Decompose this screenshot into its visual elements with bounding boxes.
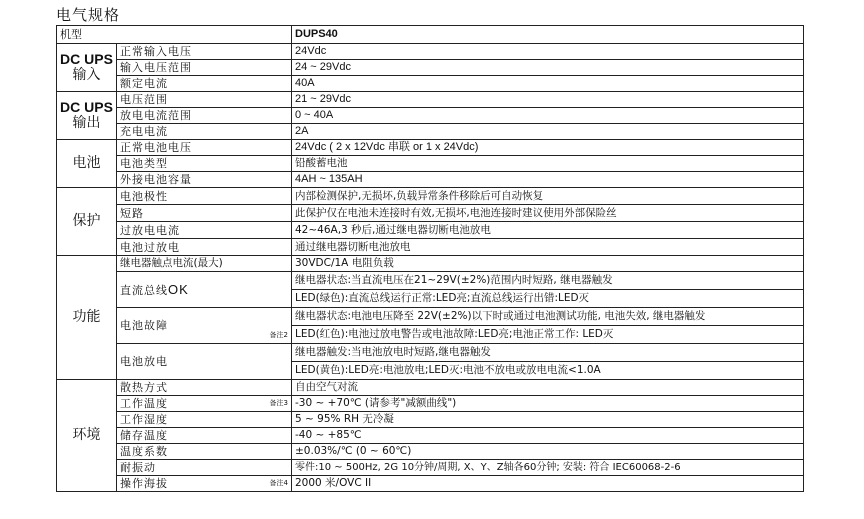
- row-label: 电池极性: [117, 188, 292, 205]
- table-row: [57, 256, 804, 272]
- footnote-ref: 备注2: [269, 331, 288, 339]
- model-value: DUPS40: [292, 26, 804, 44]
- table-row: [57, 344, 804, 362]
- section-function: 功能: [57, 256, 117, 380]
- row-label: 工作湿度: [117, 412, 292, 428]
- row-value: 30VDC/1A 电阻负载: [292, 256, 804, 272]
- row-value: -40 ~ +85℃: [292, 428, 804, 444]
- row-label: 工作温度 备注3: [117, 396, 292, 412]
- table-row: [57, 412, 804, 428]
- row-value: 此保护仅在电池未连接时有效,无损坏,电池连接时建议使用外部保险丝: [292, 205, 804, 222]
- row-label: 温度系数: [117, 444, 292, 460]
- table-row: [57, 188, 804, 205]
- table-row: [57, 156, 804, 172]
- footnote-ref: 备注4: [269, 479, 288, 487]
- row-label: 短路: [117, 205, 292, 222]
- row-value: 24Vdc ( 2 x 12Vdc 串联 or 1 x 24Vdc): [292, 140, 804, 156]
- row-label: 放电电流范围: [117, 108, 292, 124]
- table-row: [57, 172, 804, 188]
- row-value: 铅酸蓄电池: [292, 156, 804, 172]
- table-row: [57, 76, 804, 92]
- footnote-ref: 备注3: [269, 399, 288, 407]
- table-row: [57, 92, 804, 108]
- table-row: [57, 380, 804, 396]
- row-label: 耐振动: [117, 460, 292, 476]
- row-label: 电池过放电: [117, 239, 292, 256]
- row-value: LED(红色):电池过放电警告或电池故障:LED亮;电池正常工作: LED灭: [292, 326, 804, 344]
- table-row: [57, 124, 804, 140]
- row-value: 0 ~ 40A: [292, 108, 804, 124]
- table-row: [57, 222, 804, 239]
- row-value: 21 ~ 29Vdc: [292, 92, 804, 108]
- row-value: -30 ~ +70℃ (请参考"减额曲线"): [292, 396, 804, 412]
- row-value: 继电器触发:当电池放电时短路,继电器触发: [292, 344, 804, 362]
- table-row: [57, 444, 804, 460]
- spec-table: [56, 25, 804, 492]
- row-value: 4AH ~ 135AH: [292, 172, 804, 188]
- row-label: 过放电电流: [117, 222, 292, 239]
- table-row: [57, 308, 804, 326]
- row-value: ±0.03%/℃ (0 ~ 60℃): [292, 444, 804, 460]
- section-dc-input: DC UPS 输入: [57, 44, 117, 92]
- row-label-dc-bus: 直流总线OK: [117, 272, 292, 308]
- section-battery: 电池: [57, 140, 117, 188]
- page-title: 电气规格: [56, 6, 121, 24]
- row-value: 24 ~ 29Vdc: [292, 60, 804, 76]
- row-label: 电压范围: [117, 92, 292, 108]
- table-row: [57, 460, 804, 476]
- row-label: 外接电池容量: [117, 172, 292, 188]
- table-row: [57, 205, 804, 222]
- section-protection: 保护: [57, 188, 117, 256]
- row-label-battery-fault: 电池故障 备注2: [117, 308, 292, 344]
- row-label: 继电器触点电流(最大): [117, 256, 292, 272]
- row-label: 充电电流: [117, 124, 292, 140]
- row-label: 操作海拔 备注4: [117, 476, 292, 492]
- row-value: 24Vdc: [292, 44, 804, 60]
- row-label: 额定电流: [117, 76, 292, 92]
- table-row: [57, 239, 804, 256]
- row-value: 继电器状态:当直流电压在21~29V(±2%)范围内时短路, 继电器触发: [292, 272, 804, 290]
- table-row: [57, 60, 804, 76]
- table-row: [57, 44, 804, 60]
- row-label: 输入电压范围: [117, 60, 292, 76]
- table-row: [57, 26, 804, 44]
- section-environment: 环境: [57, 380, 117, 492]
- row-value: 自由空气对流: [292, 380, 804, 396]
- row-value: 2000 米/OVC II: [292, 476, 804, 492]
- table-row: [57, 396, 804, 412]
- row-value: 继电器状态:电池电压降至 22V(±2%)以下时或通过电池测试功能, 电池失效, 继电器触发: [292, 308, 804, 326]
- row-value: 2A: [292, 124, 804, 140]
- model-label: 机型: [57, 26, 292, 44]
- row-label: 正常输入电压: [117, 44, 292, 60]
- row-value: 40A: [292, 76, 804, 92]
- row-value: LED(黄色):LED亮:电池放电;LED灭:电池不放电或放电电流<1.0A: [292, 362, 804, 380]
- row-label: 电池类型: [117, 156, 292, 172]
- table-row: [57, 140, 804, 156]
- row-value: 通过继电器切断电池放电: [292, 239, 804, 256]
- row-label: 散热方式: [117, 380, 292, 396]
- table-row: [57, 108, 804, 124]
- row-label: 正常电池电压: [117, 140, 292, 156]
- row-value: LED(绿色):直流总线运行正常:LED亮;直流总线运行出错:LED灭: [292, 290, 804, 308]
- row-label: 储存温度: [117, 428, 292, 444]
- section-dc-output: DC UPS 输出: [57, 92, 117, 140]
- table-row: [57, 476, 804, 492]
- row-value: 零件:10 ~ 500Hz, 2G 10分钟/周期, X、Y、Z轴各60分钟; 安装: 符合 IEC60068-2-6: [292, 460, 804, 476]
- row-value: 42~46A,3 秒后,通过继电器切断电池放电: [292, 222, 804, 239]
- row-value: 内部检测保护,无损坏,负载异常条件移除后可自动恢复: [292, 188, 804, 205]
- row-value: 5 ~ 95% RH 无冷凝: [292, 412, 804, 428]
- table-row: [57, 272, 804, 290]
- row-label-battery-discharge: 电池放电: [117, 344, 292, 380]
- table-row: [57, 428, 804, 444]
